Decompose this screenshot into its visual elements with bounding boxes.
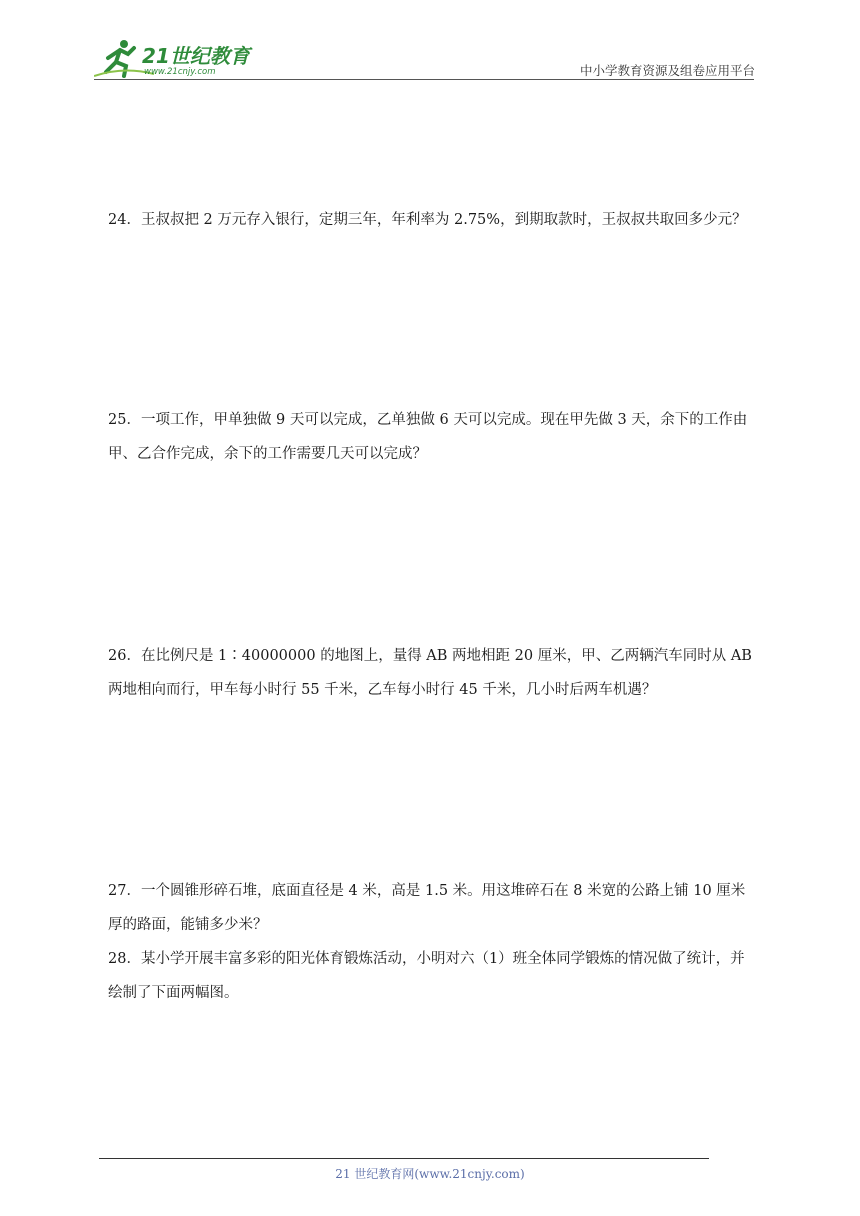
logo-main-text: 21世纪教育 [142, 44, 250, 68]
footer-link[interactable]: 21 世纪教育网(www.21cnjy.com) [335, 1167, 525, 1181]
question-27: 27．一个圆锥形碎石堆，底面直径是 4 米，高是 1.5 米。用这堆碎石在 8 米宽的公路上铺 10 厘米厚的路面，能铺多少米？ [108, 883, 746, 933]
site-slogan: 中小学教育资源及组卷应用平台 [579, 63, 755, 78]
question-25: 25．一项工作，甲单独做 9 天可以完成，乙单独做 6 天可以完成。现在甲先做 3 天，余下的工作由甲、乙合作完成，余下的工作需要几天可以完成？ [108, 412, 748, 462]
runner-logo-icon [94, 36, 264, 80]
site-logo [94, 36, 264, 80]
logo-url-text: www.21cnjy.com [144, 67, 216, 77]
question-28: 28．某小学开展丰富多彩的阳光体育锻炼活动，小明对六（1）班全体同学锻炼的情况做了统计，并绘制了下面两幅图。 [108, 951, 745, 1001]
question-24: 24．王叔叔把 2 万元存入银行，定期三年，年利率为 2.75%，到期取款时，王叔叔共取回多少元？ [108, 212, 747, 228]
question-26: 26．在比例尺是 1∶40000000 的地图上，量得 AB 两地相距 20 厘米，甲、乙两辆汽车同时从 AB 两地相向而行，甲车每小时行 55 千米，乙车每小时行 45 千米，几小时后两车机遇？ [108, 648, 752, 698]
header-divider [94, 79, 754, 80]
footer-divider [99, 1158, 709, 1159]
